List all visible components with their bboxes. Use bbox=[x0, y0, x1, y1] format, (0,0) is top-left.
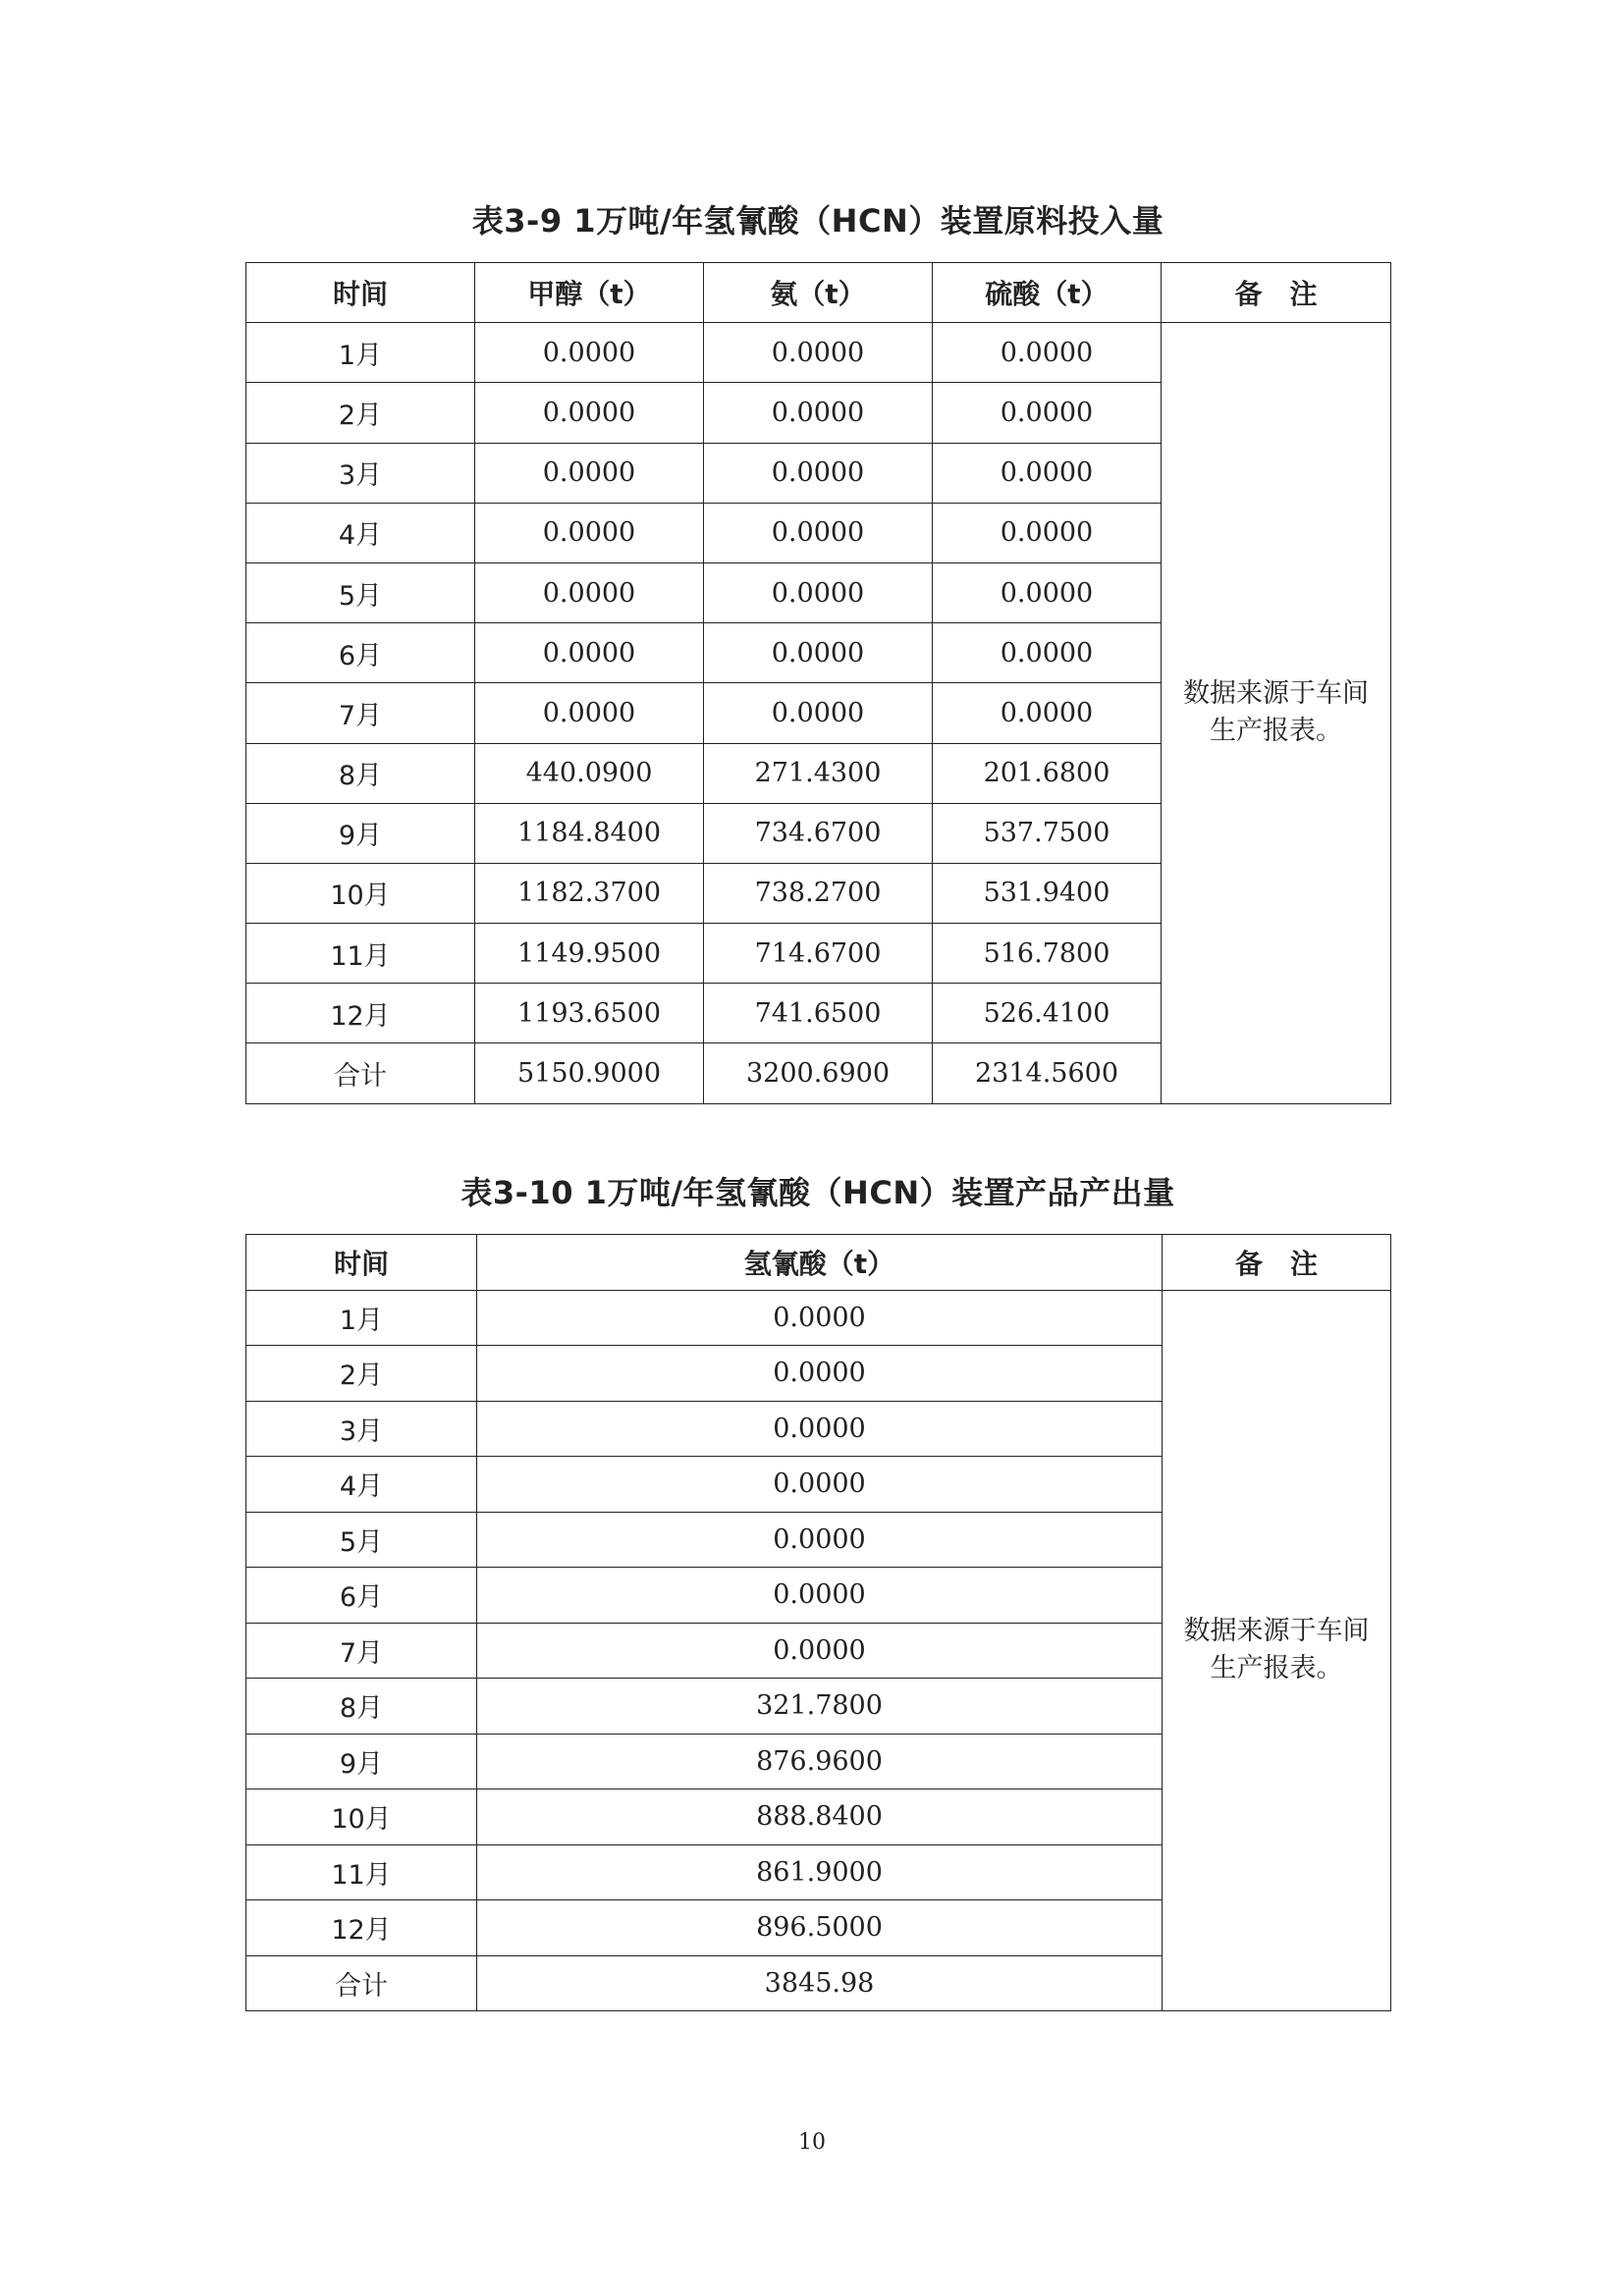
header-hcn: 氢氰酸（t） bbox=[477, 1235, 1163, 1291]
remarks-cell: 数据来源于车间生产报表。 bbox=[1162, 323, 1391, 1103]
month-cell: 6月 bbox=[246, 1568, 477, 1624]
header-methanol: 甲醇（t） bbox=[475, 263, 704, 323]
header-remarks: 备 注 bbox=[1163, 1235, 1391, 1291]
month-cell: 7月 bbox=[246, 1623, 477, 1679]
methanol-cell: 1184.8400 bbox=[475, 803, 704, 863]
month-cell: 8月 bbox=[246, 743, 475, 803]
month-cell: 合计 bbox=[246, 1043, 475, 1103]
month-cell: 11月 bbox=[246, 1844, 477, 1900]
product-output-table bbox=[245, 1234, 1391, 2011]
methanol-cell: 1149.9500 bbox=[475, 924, 704, 984]
methanol-cell: 0.0000 bbox=[475, 562, 704, 622]
sulfuric-cell: 201.6800 bbox=[933, 743, 1162, 803]
hcn-cell: 861.9000 bbox=[477, 1844, 1163, 1900]
sulfuric-cell: 0.0000 bbox=[933, 562, 1162, 622]
month-cell: 3月 bbox=[246, 1401, 477, 1457]
methanol-cell: 1182.3700 bbox=[475, 863, 704, 923]
header-ammonia: 氨（t） bbox=[704, 263, 933, 323]
hcn-cell: 0.0000 bbox=[477, 1290, 1163, 1346]
hcn-cell: 0.0000 bbox=[477, 1623, 1163, 1679]
sulfuric-cell: 0.0000 bbox=[933, 623, 1162, 683]
ammonia-cell: 734.6700 bbox=[704, 803, 933, 863]
table-row bbox=[246, 323, 1391, 383]
month-cell: 12月 bbox=[246, 984, 475, 1043]
hcn-cell: 0.0000 bbox=[477, 1457, 1163, 1513]
header-time: 时间 bbox=[246, 1235, 477, 1291]
month-cell: 合计 bbox=[246, 1955, 477, 2011]
sulfuric-cell: 526.4100 bbox=[933, 984, 1162, 1043]
sulfuric-cell: 0.0000 bbox=[933, 683, 1162, 743]
table-header-row bbox=[246, 1235, 1391, 1291]
hcn-cell: 3845.98 bbox=[477, 1955, 1163, 2011]
month-cell: 10月 bbox=[246, 863, 475, 923]
methanol-cell: 0.0000 bbox=[475, 383, 704, 443]
ammonia-cell: 0.0000 bbox=[704, 623, 933, 683]
hcn-cell: 876.9600 bbox=[477, 1734, 1163, 1789]
month-cell: 6月 bbox=[246, 623, 475, 683]
page-number: 10 bbox=[798, 2130, 826, 2155]
ammonia-cell: 738.2700 bbox=[704, 863, 933, 923]
table-row bbox=[246, 1290, 1391, 1346]
hcn-cell: 321.7800 bbox=[477, 1679, 1163, 1735]
month-cell: 10月 bbox=[246, 1789, 477, 1845]
hcn-cell: 896.5000 bbox=[477, 1900, 1163, 1956]
month-cell: 2月 bbox=[246, 1346, 477, 1402]
hcn-cell: 888.8400 bbox=[477, 1789, 1163, 1845]
month-cell: 8月 bbox=[246, 1679, 477, 1735]
month-cell: 7月 bbox=[246, 683, 475, 743]
hcn-cell: 0.0000 bbox=[477, 1568, 1163, 1624]
month-cell: 1月 bbox=[246, 1290, 477, 1346]
sulfuric-cell: 531.9400 bbox=[933, 863, 1162, 923]
table-header-row bbox=[246, 263, 1391, 323]
month-cell: 9月 bbox=[246, 803, 475, 863]
raw-material-input-table bbox=[245, 262, 1391, 1104]
methanol-cell: 5150.9000 bbox=[475, 1043, 704, 1103]
ammonia-cell: 741.6500 bbox=[704, 984, 933, 1043]
month-cell: 3月 bbox=[246, 443, 475, 503]
methanol-cell: 0.0000 bbox=[475, 323, 704, 383]
sulfuric-cell: 537.7500 bbox=[933, 803, 1162, 863]
hcn-cell: 0.0000 bbox=[477, 1346, 1163, 1402]
month-cell: 4月 bbox=[246, 503, 475, 562]
sulfuric-cell: 516.7800 bbox=[933, 924, 1162, 984]
header-sulfuric-acid: 硫酸（t） bbox=[933, 263, 1162, 323]
ammonia-cell: 0.0000 bbox=[704, 503, 933, 562]
month-cell: 2月 bbox=[246, 383, 475, 443]
ammonia-cell: 0.0000 bbox=[704, 443, 933, 503]
methanol-cell: 1193.6500 bbox=[475, 984, 704, 1043]
methanol-cell: 0.0000 bbox=[475, 503, 704, 562]
month-cell: 12月 bbox=[246, 1900, 477, 1956]
month-cell: 5月 bbox=[246, 562, 475, 622]
ammonia-cell: 0.0000 bbox=[704, 562, 933, 622]
hcn-cell: 0.0000 bbox=[477, 1401, 1163, 1457]
hcn-cell: 0.0000 bbox=[477, 1512, 1163, 1568]
ammonia-cell: 0.0000 bbox=[704, 683, 933, 743]
table2-title: 表3-10 1万吨/年氢氰酸（HCN）装置产品产出量 bbox=[460, 1174, 1175, 1211]
sulfuric-cell: 0.0000 bbox=[933, 383, 1162, 443]
ammonia-cell: 3200.6900 bbox=[704, 1043, 933, 1103]
remarks-cell: 数据来源于车间生产报表。 bbox=[1163, 1290, 1391, 2011]
month-cell: 9月 bbox=[246, 1734, 477, 1789]
methanol-cell: 0.0000 bbox=[475, 623, 704, 683]
methanol-cell: 0.0000 bbox=[475, 683, 704, 743]
header-time: 时间 bbox=[246, 263, 475, 323]
ammonia-cell: 0.0000 bbox=[704, 383, 933, 443]
header-remarks: 备 注 bbox=[1162, 263, 1391, 323]
methanol-cell: 440.0900 bbox=[475, 743, 704, 803]
table1-title: 表3-9 1万吨/年氢氰酸（HCN）装置原料投入量 bbox=[471, 202, 1164, 240]
sulfuric-cell: 0.0000 bbox=[933, 323, 1162, 383]
sulfuric-cell: 0.0000 bbox=[933, 443, 1162, 503]
sulfuric-cell: 2314.5600 bbox=[933, 1043, 1162, 1103]
ammonia-cell: 0.0000 bbox=[704, 323, 933, 383]
month-cell: 11月 bbox=[246, 924, 475, 984]
month-cell: 5月 bbox=[246, 1512, 477, 1568]
month-cell: 1月 bbox=[246, 323, 475, 383]
methanol-cell: 0.0000 bbox=[475, 443, 704, 503]
ammonia-cell: 271.4300 bbox=[704, 743, 933, 803]
sulfuric-cell: 0.0000 bbox=[933, 503, 1162, 562]
month-cell: 4月 bbox=[246, 1457, 477, 1513]
ammonia-cell: 714.6700 bbox=[704, 924, 933, 984]
